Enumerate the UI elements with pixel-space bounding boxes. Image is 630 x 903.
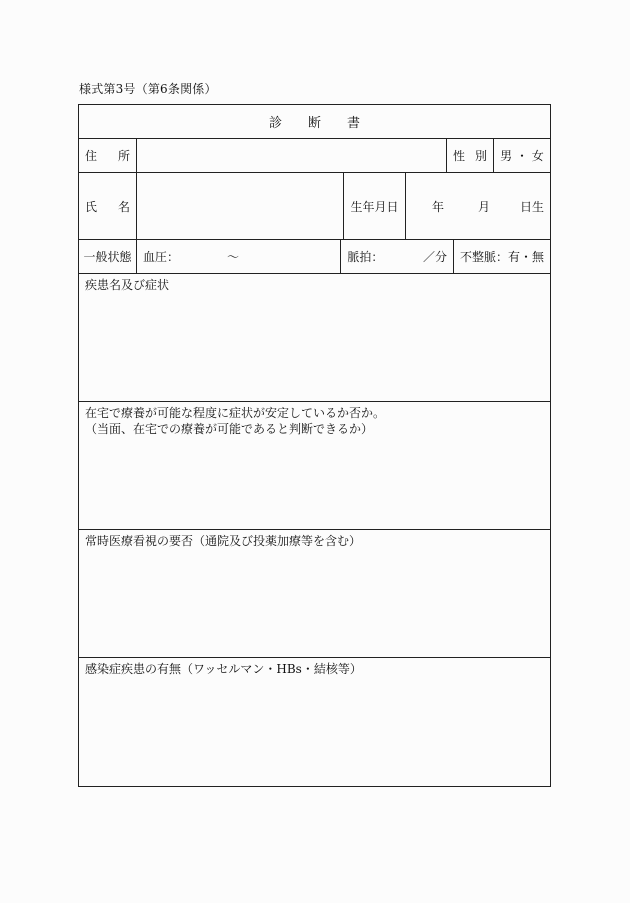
section-diagnosis[interactable] [79, 274, 550, 402]
address-label: 住 所 [79, 139, 137, 172]
pulse-field[interactable] [341, 240, 454, 273]
birthdate-field[interactable]: 年 月 日生 [431, 199, 544, 214]
address-field[interactable] [137, 139, 447, 172]
blood-pressure-field[interactable] [137, 240, 341, 273]
title-row [79, 105, 550, 139]
pulse-unit: ／分 [422, 250, 447, 264]
gender-options[interactable]: 男 ・ 女 [500, 149, 544, 163]
pulse-label: 脈拍： [347, 250, 384, 264]
address-row [79, 139, 550, 173]
section-medical-supervision[interactable] [79, 530, 550, 658]
section-subheading: （当面、在宅での療養が可能であると判断できるか） [85, 422, 374, 436]
gender-label: 性 別 [447, 139, 494, 172]
blood-pressure-label: 血圧： [143, 250, 180, 264]
blood-pressure-separator: ～ [227, 250, 240, 264]
medical-certificate-form [78, 104, 551, 787]
birthdate-label: 生年月日 [344, 173, 406, 239]
section-home-care[interactable] [79, 402, 550, 530]
section-heading: 在宅で療養が可能な程度に症状が安定しているか否か。 [85, 406, 386, 420]
name-row [79, 173, 550, 240]
general-status-row [79, 240, 550, 274]
section-infectious-disease[interactable] [79, 658, 550, 786]
section-heading: 常時医療看視の要否（通院及び投薬加療等を含む） [85, 534, 362, 548]
form-number: 様式第3号（第6条関係） [79, 82, 217, 96]
name-label: 氏 名 [79, 173, 137, 239]
arrhythmia-field[interactable]: 不整脈：有・無 [459, 250, 544, 264]
name-field[interactable] [137, 173, 344, 239]
section-heading: 疾患名及び症状 [85, 278, 170, 292]
form-title: 診 断 書 [268, 116, 360, 131]
general-status-label: 一般状態 [79, 240, 137, 273]
section-heading: 感染症疾患の有無（ワッセルマン・HBs・結核等） [85, 662, 362, 676]
